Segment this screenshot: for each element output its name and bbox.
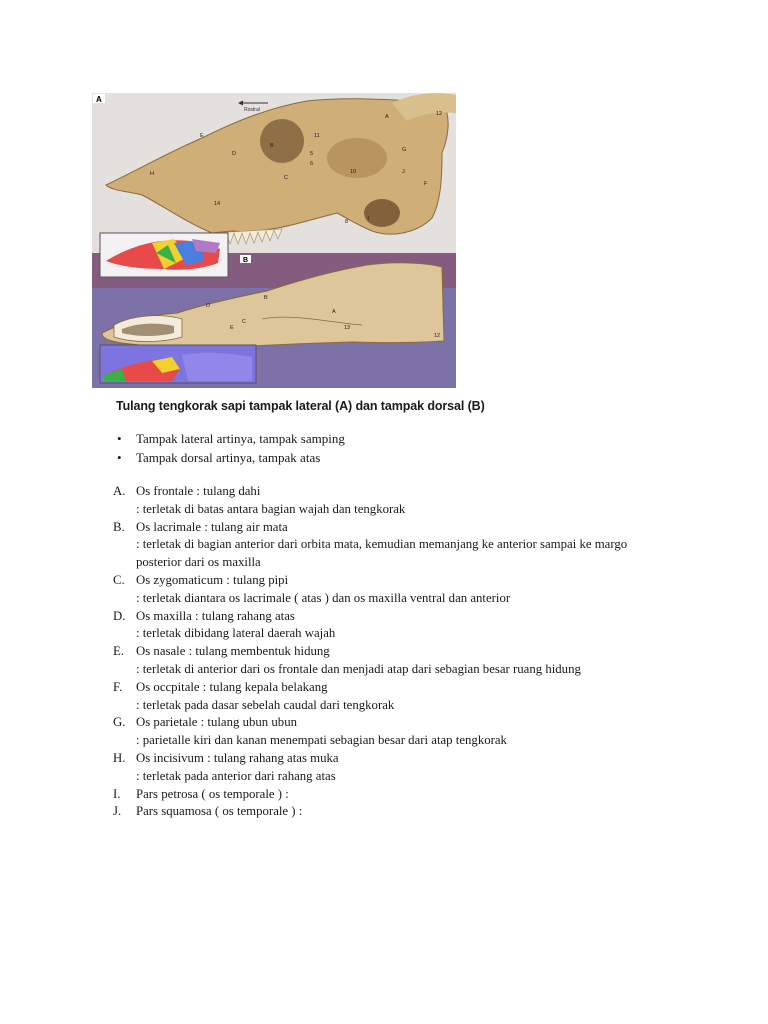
svg-text:D: D (232, 151, 236, 157)
item-letter: G. (113, 715, 126, 730)
svg-text:13: 13 (344, 325, 351, 331)
item-letter: A. (113, 484, 126, 498)
item-name: Os zygomaticum : tulang pipi (136, 572, 289, 587)
skull-figure (92, 93, 456, 388)
svg-text:12: 12 (434, 333, 441, 339)
item-name: Os occpitale : tulang kepala belakang (136, 679, 328, 694)
item-description: : terletak di bagian anterior dari orbita mata, kemudian memanjang ke anterior sampai ke margo posterior dari os maxilla (136, 537, 628, 570)
item-name: Os lacrimale : tulang air mata (136, 519, 288, 534)
svg-text:A: A (332, 309, 336, 315)
svg-text:11: 11 (314, 133, 320, 139)
svg-text:I: I (368, 216, 370, 222)
item-letter: F. (113, 679, 123, 694)
item-description: : parietalle kiri dan kanan menempati sebagian besar dari atap tengkorak (136, 733, 507, 748)
panel-a-letter: A (96, 95, 102, 104)
item-letter: E. (113, 644, 125, 659)
rostral-label: Rostral (244, 107, 260, 113)
item-name: Os incisivum : tulang rahang atas muka (136, 750, 339, 765)
svg-text:F: F (424, 181, 428, 187)
item-letter: B. (113, 519, 125, 534)
svg-text:10: 10 (350, 169, 357, 175)
item-letter: D. (113, 608, 126, 623)
item-letter: C. (113, 572, 125, 587)
item-letter: J. (113, 804, 122, 819)
item-description: : terletak pada dasar sebelah caudal dari tengkorak (136, 697, 395, 712)
list-item (113, 519, 673, 572)
list-item (113, 679, 673, 715)
svg-text:J: J (402, 169, 405, 175)
item-description: : terletak diantara os lacrimale ( atas ) dan os maxilla ventral dan anterior (136, 590, 511, 605)
item-letter: I. (113, 786, 121, 801)
svg-text:C: C (242, 319, 246, 325)
panel-b-letter: B (243, 257, 249, 264)
bullet-item: • Tampak lateral artinya, tampak samping (116, 429, 345, 448)
svg-text:14: 14 (214, 201, 221, 207)
svg-text:B: B (264, 295, 268, 301)
svg-text:B: B (270, 143, 274, 149)
bullet-item: • Tampak dorsal artinya, tampak atas (116, 448, 345, 467)
svg-text:12: 12 (436, 111, 443, 117)
item-name: Os maxilla : tulang rahang atas (136, 608, 295, 623)
svg-text:D: D (206, 303, 210, 309)
orbit (260, 119, 304, 163)
list-item (113, 750, 673, 786)
item-description: : terletak di batas antara bagian wajah dan tengkorak (136, 501, 406, 516)
item-description: : terletak pada anterior dari rahang atas (136, 768, 336, 783)
svg-text:E: E (200, 133, 204, 139)
svg-text:5: 5 (310, 151, 314, 157)
svg-text:6: 6 (310, 161, 314, 167)
svg-text:G: G (402, 147, 407, 153)
definition-bullets (116, 429, 345, 467)
list-item (113, 803, 673, 821)
item-name: Os frontale : tulang dahi (136, 484, 261, 498)
item-letter: H. (113, 750, 126, 765)
svg-text:E: E (230, 325, 234, 331)
list-item (113, 643, 673, 679)
list-item (113, 714, 673, 750)
svg-text:C: C (284, 175, 288, 181)
list-item (113, 572, 673, 608)
item-description: : terletak di anterior dari os frontale dan menjadi atap dari sebagian besar ruang hidung (136, 661, 581, 676)
list-item (113, 608, 673, 644)
item-description: : terletak dibidang lateral daerah wajah (136, 626, 336, 641)
item-name: Os nasale : tulang membentuk hidung (136, 644, 330, 659)
item-name: Os parietale : tulang ubun ubun (136, 715, 297, 730)
item-name: Pars petrosa ( os temporale ) : (136, 786, 289, 801)
bone-list (113, 483, 673, 821)
svg-text:8: 8 (345, 219, 349, 225)
figure-caption: Tulang tengkorak sapi tampak lateral (A) dan tampak dorsal (B) (116, 399, 485, 413)
list-item (113, 483, 673, 519)
item-name: Pars squamosa ( os temporale ) : (136, 804, 303, 819)
list-item (113, 786, 673, 804)
svg-text:A: A (385, 114, 389, 120)
svg-text:H: H (150, 171, 154, 177)
skull-photo-illustration (92, 93, 456, 388)
